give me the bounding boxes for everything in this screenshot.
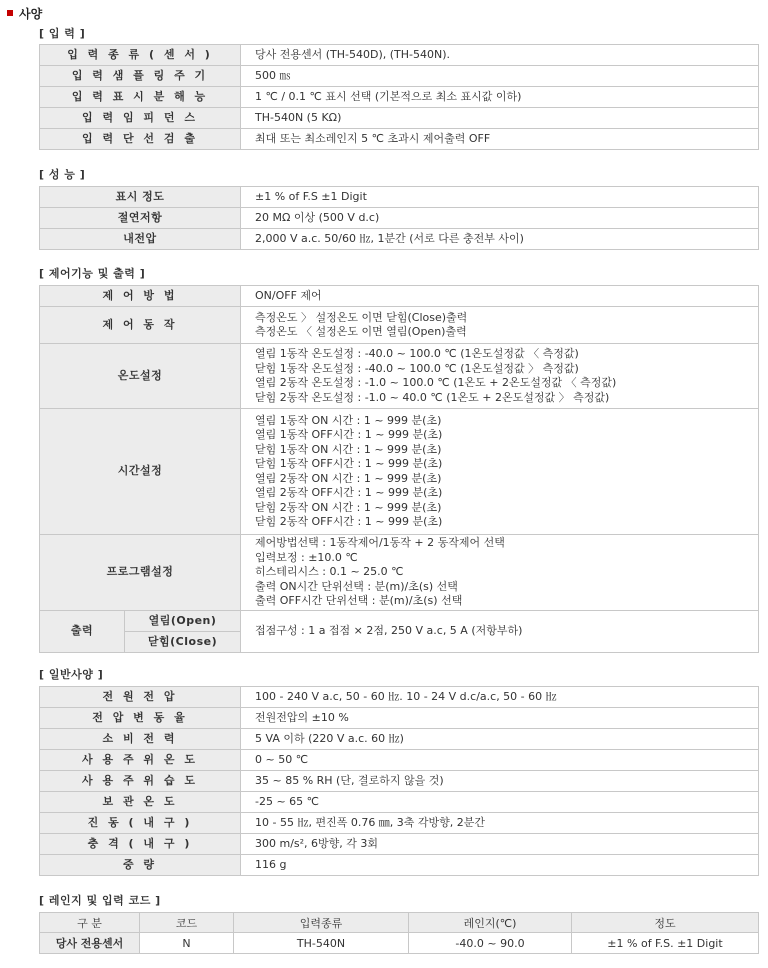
value-line: 열림 2동작 OFF시간 : 1 ~ 999 분(초) bbox=[255, 486, 443, 499]
table-row bbox=[40, 708, 759, 729]
row-label: 온도설정 bbox=[40, 344, 241, 409]
value-line: 닫힘 2동작 ON 시간 : 1 ~ 999 분(초) bbox=[255, 500, 442, 514]
output-open-label: 열림(Open) bbox=[125, 611, 241, 632]
value-line: 열림 2동작 ON 시간 : 1 ~ 999 분(초) bbox=[255, 471, 442, 485]
section-title-range-code: [ 레인지 및 입력 코드 ] bbox=[39, 894, 161, 907]
row-label: 시간설정 bbox=[40, 409, 241, 535]
row-value: 2,000 V a.c. 50/60 ㎐, 1분간 (서로 다른 충전부 사이) bbox=[241, 229, 759, 250]
table-row bbox=[40, 535, 759, 611]
value-line: 닫힘 2동작 OFF시간 : 1 ~ 999 분(초) bbox=[255, 515, 443, 528]
table-row bbox=[40, 813, 759, 834]
row-label: 절연저항 bbox=[40, 208, 241, 229]
table-row bbox=[40, 750, 759, 771]
row-label: 입 력 표 시 분 해 능 bbox=[40, 87, 241, 108]
value-line: 닫힘 1동작 OFF시간 : 1 ~ 999 분(초) bbox=[255, 457, 443, 470]
output-close-label: 닫힘(Close) bbox=[125, 632, 241, 653]
title-bullet-icon bbox=[7, 10, 13, 16]
page-title-text: 사양 bbox=[19, 6, 43, 21]
row-value: 0 ~ 50 ℃ bbox=[241, 750, 759, 771]
row-value: TH-540N (5 KΩ) bbox=[241, 108, 759, 129]
value-line: 입력보정 : ±10.0 ℃ bbox=[255, 550, 358, 564]
value-line: 닫힘 1동작 온도설정 : -40.0 ~ 100.0 ℃ (1온도설정값 〉 측정값) bbox=[255, 361, 579, 375]
control-spec-table bbox=[39, 285, 759, 653]
row-value: 전원전압의 ±10 % bbox=[241, 708, 759, 729]
value-line: 닫힘 2동작 온도설정 : -1.0 ~ 40.0 ℃ (1온도 + 2온도설정값 〉 측정값) bbox=[255, 390, 610, 404]
row-label: 충 격 ( 내 구 ) bbox=[40, 834, 241, 855]
row-label: 소 비 전 력 bbox=[40, 729, 241, 750]
table-row bbox=[40, 108, 759, 129]
table-row bbox=[40, 834, 759, 855]
row-label: 내전압 bbox=[40, 229, 241, 250]
performance-spec-table bbox=[39, 186, 759, 250]
row-value: 20 MΩ 이상 (500 V d.c) bbox=[241, 208, 759, 229]
row-label: 입 력 단 선 검 출 bbox=[40, 129, 241, 150]
table-row bbox=[40, 344, 759, 409]
table-row bbox=[40, 687, 759, 708]
range-code-table bbox=[39, 912, 759, 954]
table-cell: ±1 % of F.S. ±1 Digit bbox=[572, 933, 759, 954]
section-title-performance: [ 성 능 ] bbox=[39, 168, 86, 181]
row-value: 최대 또는 최소레인지 5 ℃ 초과시 제어출력 OFF bbox=[241, 129, 759, 150]
section-title-control: [ 제어기능 및 출력 ] bbox=[39, 267, 146, 280]
row-value bbox=[241, 344, 759, 409]
table-row bbox=[40, 45, 759, 66]
row-value: 116 g bbox=[241, 855, 759, 876]
value-line: 제어방법선택 : 1동작제어/1동작 + 2 동작제어 선택 bbox=[255, 536, 505, 550]
row-value: -25 ~ 65 ℃ bbox=[241, 792, 759, 813]
column-header: 구 분 bbox=[40, 913, 140, 933]
column-header: 코드 bbox=[140, 913, 234, 933]
page-title bbox=[7, 4, 42, 22]
column-header: 입력종류 bbox=[234, 913, 409, 933]
row-label: 출력 bbox=[40, 611, 125, 653]
table-row bbox=[40, 792, 759, 813]
row-value bbox=[241, 409, 759, 535]
table-row bbox=[40, 87, 759, 108]
row-label: 당사 전용센서 bbox=[40, 933, 140, 954]
section-title-general: [ 일반사양 ] bbox=[39, 668, 104, 681]
table-row bbox=[40, 409, 759, 535]
general-spec-table bbox=[39, 686, 759, 876]
table-cell: N bbox=[140, 933, 234, 954]
column-header: 레인지(℃) bbox=[409, 913, 572, 933]
row-label: 프로그램설정 bbox=[40, 535, 241, 611]
row-label: 전 압 변 동 율 bbox=[40, 708, 241, 729]
row-value: 5 VA 이하 (220 V a.c. 60 ㎐) bbox=[241, 729, 759, 750]
value-line: 출력 ON시간 단위선택 : 분(m)/초(s) 선택 bbox=[255, 579, 458, 593]
value-line: 히스테리시스 : 0.1 ~ 25.0 ℃ bbox=[255, 565, 404, 579]
value-line: 닫힘 1동작 ON 시간 : 1 ~ 999 분(초) bbox=[255, 442, 442, 456]
table-row bbox=[40, 771, 759, 792]
row-label: 보 관 온 도 bbox=[40, 792, 241, 813]
value-line: 측정온도 〉 설정온도 이면 닫힘(Close)출력 bbox=[255, 310, 468, 324]
input-spec-table bbox=[39, 44, 759, 150]
table-row bbox=[40, 229, 759, 250]
value-line: 열림 1동작 온도설정 : -40.0 ~ 100.0 ℃ (1온도설정값 〈 측정값) bbox=[255, 347, 579, 360]
row-label: 입 력 종 류 ( 센 서 ) bbox=[40, 45, 241, 66]
row-value: 10 - 55 ㎐, 편진폭 0.76 ㎜, 3축 각방향, 2분간 bbox=[241, 813, 759, 834]
table-row bbox=[40, 286, 759, 307]
row-label: 진 동 ( 내 구 ) bbox=[40, 813, 241, 834]
row-value bbox=[241, 535, 759, 611]
value-line: 측정온도 〈 설정온도 이면 열림(Open)출력 bbox=[255, 325, 467, 338]
row-value: ON/OFF 제어 bbox=[241, 286, 759, 307]
row-label: 사 용 주 위 온 도 bbox=[40, 750, 241, 771]
table-cell: TH-540N bbox=[234, 933, 409, 954]
column-header: 정도 bbox=[572, 913, 759, 933]
row-label: 전 원 전 압 bbox=[40, 687, 241, 708]
row-value: 300 m/s², 6방향, 각 3회 bbox=[241, 834, 759, 855]
table-row bbox=[40, 729, 759, 750]
table-row bbox=[40, 187, 759, 208]
row-value: ±1 % of F.S ±1 Digit bbox=[241, 187, 759, 208]
table-header-row bbox=[40, 913, 759, 933]
value-line: 열림 2동작 온도설정 : -1.0 ~ 100.0 ℃ (1온도 + 2온도설정값 〈 측정값) bbox=[255, 376, 617, 389]
table-row bbox=[40, 307, 759, 344]
value-line: 열림 1동작 OFF시간 : 1 ~ 999 분(초) bbox=[255, 428, 443, 441]
table-cell: -40.0 ~ 90.0 bbox=[409, 933, 572, 954]
row-value: 500 ㎳ bbox=[241, 66, 759, 87]
table-row bbox=[40, 933, 759, 954]
row-label: 제 어 방 법 bbox=[40, 286, 241, 307]
row-value: 100 - 240 V a.c, 50 - 60 ㎐. 10 - 24 V d.c/a.c, 50 - 60 ㎐ bbox=[241, 687, 759, 708]
row-value: 당사 전용센서 (TH-540D), (TH-540N). bbox=[241, 45, 759, 66]
row-label: 제 어 동 작 bbox=[40, 307, 241, 344]
row-value: 35 ~ 85 % RH (단, 결로하지 않을 것) bbox=[241, 771, 759, 792]
table-row bbox=[40, 66, 759, 87]
value-line: 출력 OFF시간 단위선택 : 분(m)/초(s) 선택 bbox=[255, 594, 463, 608]
row-label: 입 력 샘 플 링 주 기 bbox=[40, 66, 241, 87]
section-title-input: [ 입 력 ] bbox=[39, 27, 86, 40]
row-value: 1 ℃ / 0.1 ℃ 표시 선택 (기본적으로 최소 표시값 이하) bbox=[241, 87, 759, 108]
value-line: 열림 1동작 ON 시간 : 1 ~ 999 분(초) bbox=[255, 413, 442, 427]
row-label: 표시 정도 bbox=[40, 187, 241, 208]
table-row bbox=[40, 129, 759, 150]
row-label: 사 용 주 위 습 도 bbox=[40, 771, 241, 792]
table-row bbox=[40, 208, 759, 229]
table-row bbox=[40, 611, 759, 632]
row-label: 중 량 bbox=[40, 855, 241, 876]
table-row bbox=[40, 855, 759, 876]
row-value bbox=[241, 307, 759, 344]
row-label: 입 력 임 피 던 스 bbox=[40, 108, 241, 129]
row-value: 접점구성 : 1 a 접점 × 2점, 250 V a.c, 5 A (저항부하) bbox=[241, 611, 759, 653]
